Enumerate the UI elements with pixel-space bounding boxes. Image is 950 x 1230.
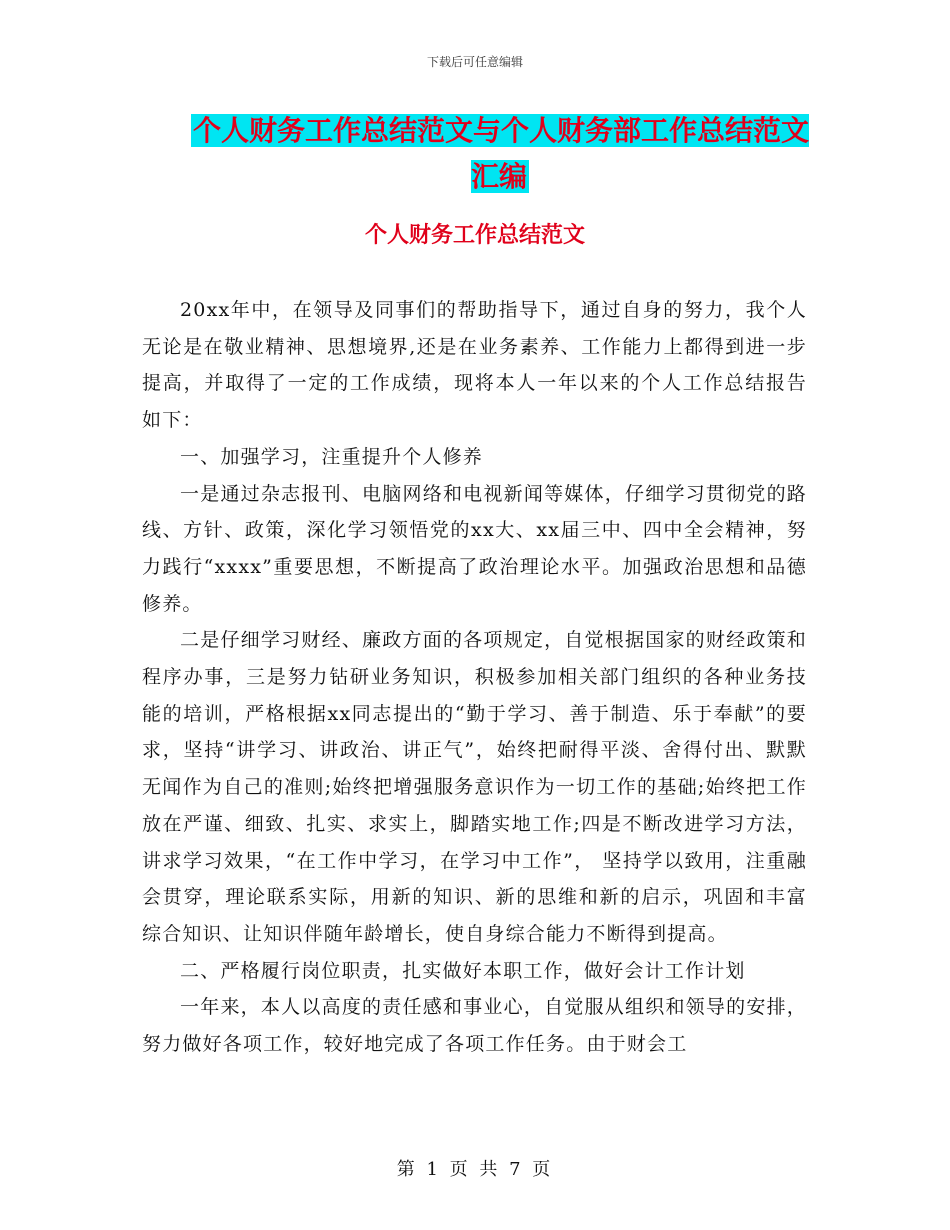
heading-one: 一、加强学习，注重提升个人修养 [180, 445, 484, 468]
paragraph-duties: 一年来，本人以高度的责任感和事业心，自觉服从组织和领导的安排，努力做好各项工作，较好地完成了各项工作任务。由于财会工 [142, 996, 807, 1056]
heading-two: 二、严格履行岗位职责，扎实做好本职工作，做好会计工作计划 [180, 959, 746, 982]
document-title [180, 108, 820, 200]
document-title-text: 个人财务工作总结范文与个人财务部工作总结范文汇编 [192, 114, 809, 193]
paragraph-study-one: 一是通过杂志报刊、电脑网络和电视新闻等媒体，仔细学习贯彻党的路线、方针、政策，深化学习领悟党的xx大、xx届三中、四中全会精神，努力践行“xxxx”重要思想，不断提高了政治理论水平。加强政治思想和品德修养。 [142, 482, 807, 615]
paragraph-intro: 20xx年中，在领导及同事们的帮助指导下，通过自身的努力，我个人无论是在敬业精神、思想境界,还是在业务素养、工作能力上都得到进一步提高，并取得了一定的工作成绩，现将本人一年以来的个人工作总结报告如下： [142, 299, 807, 432]
document-body [142, 292, 807, 1063]
section-title: 个人财务工作总结范文 [364, 222, 585, 248]
paragraph-study-two: 二是仔细学习财经、廉政方面的各项规定，自觉根据国家的财经政策和程序办事，三是努力钻研业务知识，积极参加相关部门组织的各种业务技能的培训，严格根据xx同志提出的“勤于学习、善于制造、乐于奉献”的要求，坚持“讲学习、讲政治、讲正气”，始终把耐得平淡、舍得付出、默默无闻作为自己的准则;始终把增强服务意识作为一切工作的基础;始终把工作放在严谨、细致、扎实、求实上，脚踏实地工作;四是不断改进学习方法，讲求学习效果，“在工作中学习，在学习中工作”， 坚持学以致用，注重融会贯穿，理论联系实际，用新的知识、新的思维和新的启示，巩固和丰富综合知识、让知识伴随年龄增长，使自身综合能力不断得到提高。 [142, 629, 807, 945]
header-note: 下载后可任意编辑 [426, 55, 523, 69]
page-footer: 第 1 页 共 7 页 [396, 1159, 554, 1180]
